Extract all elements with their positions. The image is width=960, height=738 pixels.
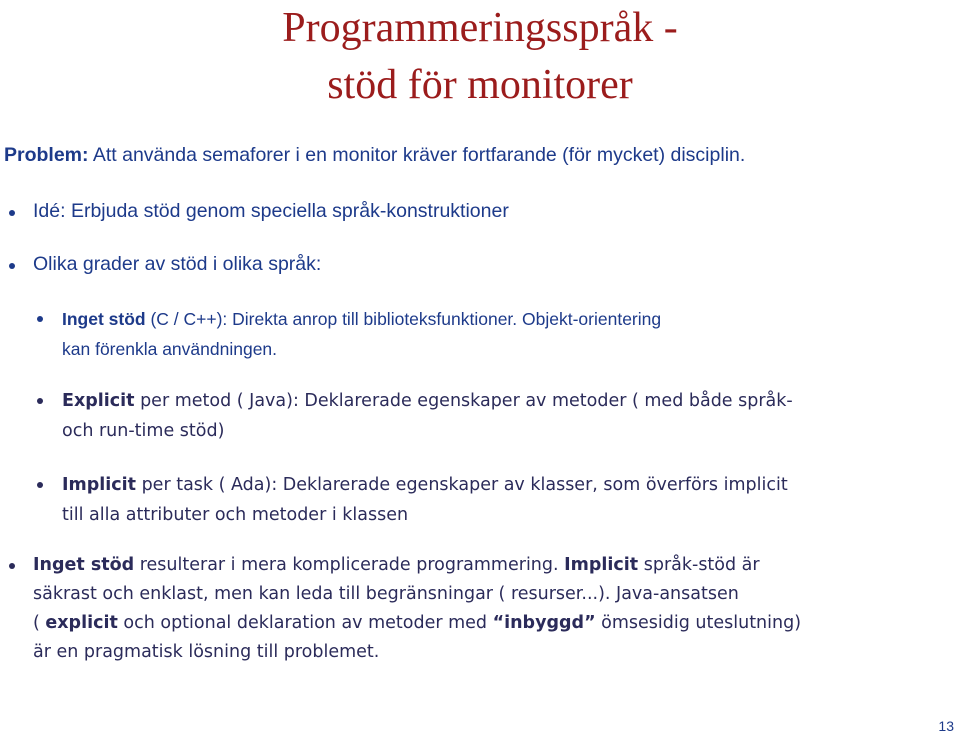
- bullet-icon: [37, 398, 43, 404]
- bullet-icon: [37, 482, 43, 488]
- page-number: 13: [938, 718, 954, 734]
- keyword-none: Inget stöd: [62, 309, 146, 329]
- conclusion-line-3-post: ömsesidig uteslutning): [595, 613, 802, 633]
- keyword-implicit-2: Implicit: [564, 555, 639, 575]
- bullet-icon: [9, 263, 15, 269]
- title-line-2: stöd för monitorer: [327, 62, 633, 108]
- keyword-explicit-2: explicit: [45, 613, 118, 633]
- problem-text: Att använda semaforer i en monitor kräver fortfarande (för mycket) disciplin.: [88, 144, 746, 166]
- bullet-icon: [9, 563, 15, 569]
- bullet-idea: Idé: Erbjuda stöd genom speciella språk-konstruktioner: [33, 200, 509, 222]
- sub-bullet-implicit: [62, 470, 788, 530]
- slide-title: [140, 0, 820, 114]
- bullet-levels: Olika grader av stöd i olika språk:: [33, 253, 322, 275]
- sub-explicit-line2: och run-time stöd): [62, 421, 225, 441]
- bullet-icon: [37, 316, 43, 322]
- keyword-explicit: Explicit: [62, 391, 135, 411]
- sub-bullet-explicit: [62, 386, 793, 446]
- conclusion-line-3-mid: och optional deklaration av metoder med: [117, 613, 493, 633]
- conclusion-paragraph: [33, 551, 801, 667]
- conclusion-line-3-pre: (: [33, 613, 46, 633]
- problem-label: Problem:: [4, 144, 89, 166]
- title-line-1: Programmeringsspråk -: [282, 5, 678, 51]
- problem-statement: [4, 144, 944, 167]
- keyword-implicit: Implicit: [62, 475, 137, 495]
- sub-implicit-text: per task ( Ada): Deklarerade egenskaper av klasser, som överförs implicit: [136, 475, 788, 495]
- conclusion-line-2: säkrast och enklast, men kan leda till begränsningar ( resurser...). Java-ansatsen: [33, 584, 739, 604]
- conclusion-text-1: resulterar i mera komplicerade programmering.: [134, 555, 565, 575]
- sub-implicit-line2: till alla attributer och metoder i klassen: [62, 505, 409, 525]
- sub-bullet-none: [62, 304, 661, 364]
- sub-none-line2: kan förenkla användningen.: [62, 339, 278, 359]
- sub-explicit-text: per metod ( Java): Deklarerade egenskaper av metoder ( med både språk-: [134, 391, 793, 411]
- keyword-inget-stod: Inget stöd: [33, 555, 135, 575]
- keyword-inbyggd: “inbyggd”: [492, 613, 596, 633]
- bullet-icon: [9, 210, 15, 216]
- conclusion-text-2: språk-stöd är: [638, 555, 760, 575]
- sub-none-text: (C / C++): Direkta anrop till biblioteksfunktioner. Objekt-orientering: [145, 309, 662, 329]
- conclusion-line-4: är en pragmatisk lösning till problemet.: [33, 642, 380, 662]
